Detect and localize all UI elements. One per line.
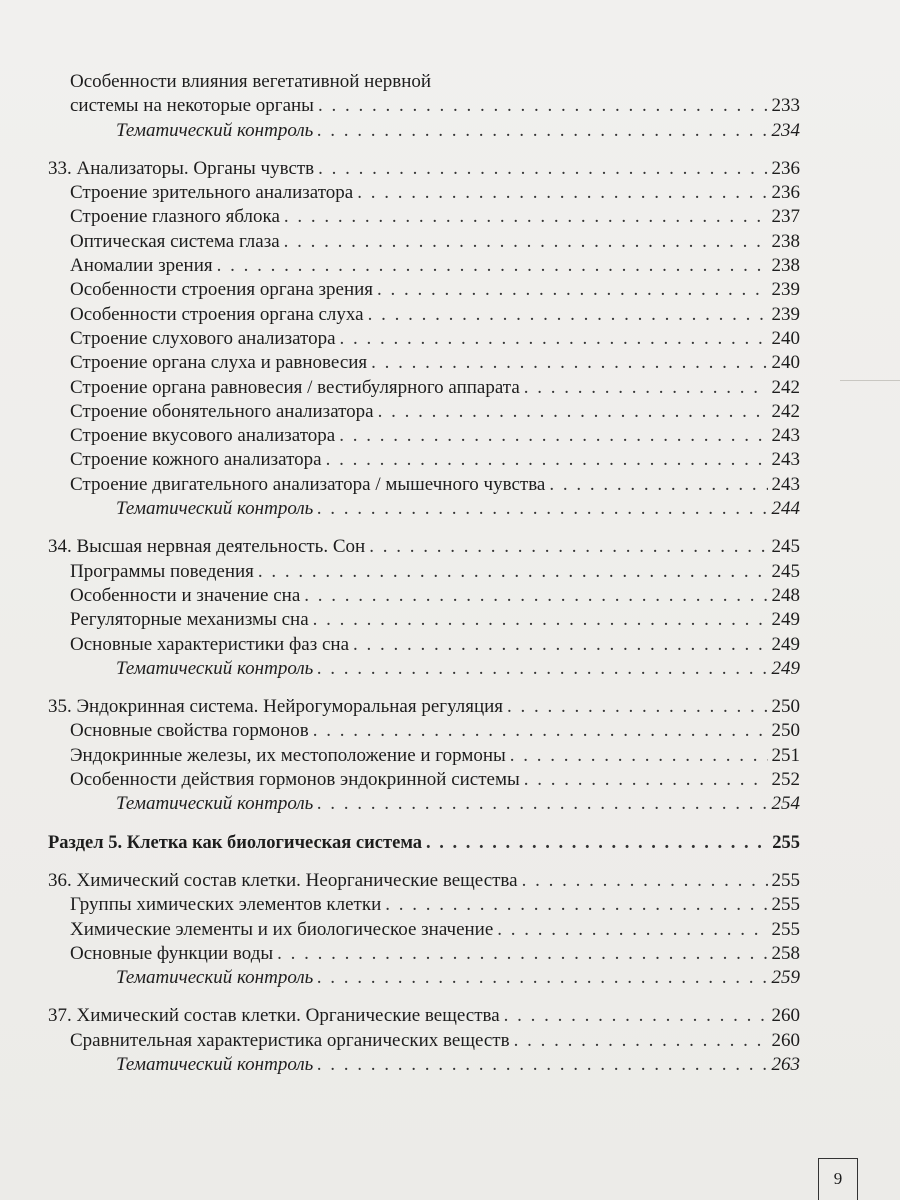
toc-entry-title: Тематический контроль <box>116 498 314 520</box>
toc-entry-page-number: 252 <box>771 769 800 791</box>
toc-entry-page-number: 234 <box>771 119 800 141</box>
toc-group-35 <box>48 695 800 816</box>
toc-entry-page-number: 258 <box>771 942 800 964</box>
toc-entry-title: Особенности действия гормонов эндокринной системы <box>70 769 520 791</box>
toc-entry-title: 35. Эндокринная система. Нейрогуморальная регуляция <box>48 696 504 718</box>
toc-entry-page-number: 243 <box>771 473 800 495</box>
leader-dots <box>326 448 768 472</box>
toc-entry-page-number: 236 <box>771 182 800 204</box>
leader-dots <box>524 768 768 792</box>
toc-entry[interactable] <box>48 768 800 792</box>
toc-entry[interactable] <box>48 181 800 205</box>
leader-dots <box>318 94 768 118</box>
toc-entry[interactable] <box>48 633 800 657</box>
toc-entry-title: Строение глазного яблока <box>70 206 280 228</box>
spacer <box>48 855 800 869</box>
leader-dots <box>371 351 767 375</box>
toc-group-a <box>48 94 800 143</box>
leader-dots <box>317 1053 767 1077</box>
toc-intro-line: Особенности влияния вегетативной нервной <box>70 71 432 92</box>
toc-entry-title: Регуляторные механизмы сна <box>70 609 309 631</box>
toc-entry-title: 36. Химический состав клетки. Неорганические вещества <box>48 869 518 891</box>
toc-entry-title: Тематический контроль <box>116 967 314 989</box>
toc-entry-title: Тематический контроль <box>116 657 314 679</box>
page-edge-mark <box>840 380 900 381</box>
toc-entry-title: Тематический контроль <box>116 119 314 141</box>
spacer <box>48 143 800 157</box>
toc-entry-page-number: 248 <box>771 584 800 606</box>
section-title: Раздел 5. Клетка как биологическая система <box>48 832 423 853</box>
toc-entry[interactable] <box>48 918 800 942</box>
leader-dots <box>385 893 767 917</box>
toc-entry-page-number: 242 <box>771 400 800 422</box>
leader-dots <box>357 181 767 205</box>
toc-entry-title: Особенности и значение сна <box>70 584 301 606</box>
toc-entry-page-number: 238 <box>771 255 800 277</box>
toc-entry-page-number: 243 <box>771 425 800 447</box>
leader-dots <box>317 119 767 143</box>
toc-entry[interactable] <box>48 657 800 681</box>
leader-dots <box>277 942 767 966</box>
leader-dots <box>369 535 767 559</box>
toc-entry-title: Основные функции воды <box>70 942 274 964</box>
page-number: 9 <box>833 1169 843 1188</box>
toc-entry-page-number: 260 <box>771 1005 800 1027</box>
toc-entry-page-number: 240 <box>771 327 800 349</box>
toc-entry[interactable] <box>48 448 800 472</box>
toc-entry-title: системы на некоторые органы <box>70 95 314 117</box>
toc-entry[interactable] <box>48 278 800 302</box>
toc-entry[interactable] <box>48 695 800 719</box>
toc-entry[interactable] <box>48 303 800 327</box>
toc-entry[interactable] <box>48 869 800 893</box>
toc-group-34 <box>48 535 800 681</box>
toc-entry[interactable] <box>48 608 800 632</box>
toc-entry-page-number: 243 <box>771 449 800 471</box>
leader-dots <box>258 560 768 584</box>
toc-entry-page-number: 260 <box>771 1029 800 1051</box>
toc-entry-page-number: 236 <box>771 157 800 179</box>
toc-entry-page-number: 238 <box>771 230 800 252</box>
toc-entry-page-number: 233 <box>771 95 800 117</box>
toc-entry-title: 34. Высшая нервная деятельность. Сон <box>48 536 366 558</box>
leader-dots <box>284 230 768 254</box>
leader-dots <box>426 831 768 855</box>
toc-entry-title: Строение кожного анализатора <box>70 449 322 471</box>
toc-entry[interactable] <box>48 157 800 181</box>
toc-entry-title: Оптическая система глаза <box>70 230 280 252</box>
toc-entry-page-number: 251 <box>771 744 800 766</box>
toc-entry-page-number: 242 <box>771 376 800 398</box>
leader-dots <box>510 744 768 768</box>
toc-entry-title: Основные свойства гормонов <box>70 720 309 742</box>
page-number-box <box>818 1158 858 1200</box>
leader-dots <box>317 497 767 521</box>
toc-entry[interactable] <box>48 497 800 521</box>
spacer <box>48 521 800 535</box>
leader-dots <box>313 719 768 743</box>
leader-dots <box>304 584 767 608</box>
toc-entry[interactable] <box>48 473 800 497</box>
toc-entry[interactable] <box>48 719 800 743</box>
toc-entry-page-number: 244 <box>771 498 800 520</box>
toc-entry-page-number: 263 <box>771 1053 800 1075</box>
leader-dots <box>514 1029 768 1053</box>
toc-entry-title: Тематический контроль <box>116 793 314 815</box>
toc-entry-title: Эндокринные железы, их местоположение и гормоны <box>70 744 506 766</box>
toc-entry-title: Особенности строения органа слуха <box>70 303 364 325</box>
toc-entry-page-number: 255 <box>771 918 800 940</box>
toc-entry-title: Сравнительная характеристика органических веществ <box>70 1029 510 1051</box>
leader-dots <box>339 424 767 448</box>
leader-dots <box>313 608 768 632</box>
leader-dots <box>524 376 768 400</box>
toc-entry-page-number: 254 <box>771 793 800 815</box>
toc-entry-title: Особенности строения органа зрения <box>70 279 374 301</box>
toc-entry[interactable] <box>48 119 800 143</box>
leader-dots <box>497 918 767 942</box>
leader-dots <box>318 157 767 181</box>
toc-entry-page-number: 259 <box>771 967 800 989</box>
leader-dots <box>377 278 767 302</box>
toc-entry[interactable] <box>48 351 800 375</box>
toc-entry-title: Группы химических элементов клетки <box>70 894 382 916</box>
toc-entry-page-number: 239 <box>771 279 800 301</box>
toc-entry[interactable] <box>48 1053 800 1077</box>
toc-entry-title: Основные характеристики фаз сна <box>70 633 349 655</box>
toc-entry[interactable] <box>48 1004 800 1028</box>
toc-entry[interactable] <box>48 942 800 966</box>
toc-entry[interactable] <box>48 254 800 278</box>
toc-entry-title: Строение органа равновесия / вестибулярного аппарата <box>70 376 520 398</box>
leader-dots <box>317 657 767 681</box>
toc-entry-title: Программы поведения <box>70 560 254 582</box>
toc-entry[interactable] <box>48 792 800 816</box>
toc-group-33 <box>48 157 800 521</box>
toc-entry-title: Строение двигательного анализатора / мышечного чувства <box>70 473 546 495</box>
leader-dots <box>217 254 768 278</box>
toc-entry-page-number: 250 <box>771 720 800 742</box>
leader-dots <box>340 327 768 351</box>
leader-dots <box>504 1004 768 1028</box>
leader-dots <box>378 400 768 424</box>
toc-entry-page-number: 255 <box>771 894 800 916</box>
toc-entry-page-number: 245 <box>771 560 800 582</box>
toc-entry-page-number: 240 <box>771 352 800 374</box>
leader-dots <box>353 633 768 657</box>
leader-dots <box>317 966 767 990</box>
toc-entry-page-number: 249 <box>771 609 800 631</box>
toc-entry-title: 33. Анализаторы. Органы чувств <box>48 157 315 179</box>
toc-entry[interactable] <box>48 584 800 608</box>
toc-entry[interactable] <box>48 94 800 118</box>
toc-group-36 <box>48 869 800 990</box>
toc-entry[interactable] <box>48 893 800 917</box>
toc-entry-page-number: 249 <box>771 657 800 679</box>
spacer <box>48 990 800 1004</box>
toc-entry-page-number: 255 <box>771 869 800 891</box>
toc-entry-page-number: 245 <box>771 536 800 558</box>
toc-entry[interactable] <box>48 535 800 559</box>
toc-entry-title: Аномалии зрения <box>70 255 213 277</box>
leader-dots <box>549 473 767 497</box>
toc-entry[interactable] <box>48 560 800 584</box>
leader-dots <box>284 205 768 229</box>
toc-entry[interactable] <box>48 744 800 768</box>
section-page-number: 255 <box>772 832 800 853</box>
toc-entry-page-number: 239 <box>771 303 800 325</box>
toc-entry[interactable] <box>48 966 800 990</box>
toc-entry[interactable] <box>48 376 800 400</box>
toc-entry-title: Строение слухового анализатора <box>70 327 336 349</box>
leader-dots <box>368 303 768 327</box>
leader-dots <box>507 695 767 719</box>
toc-entry-title: Строение вкусового анализатора <box>70 425 336 447</box>
toc-section-heading[interactable] <box>48 831 800 855</box>
toc-entry[interactable] <box>48 327 800 351</box>
leader-dots <box>522 869 768 893</box>
toc-entry-title: Строение обонятельного анализатора <box>70 400 374 422</box>
toc-group-37 <box>48 1004 800 1077</box>
toc-entry[interactable] <box>48 400 800 424</box>
table-of-contents <box>48 70 800 1077</box>
toc-entry-title: Химические элементы и их биологическое значение <box>70 918 494 940</box>
toc-entry-title: Строение зрительного анализатора <box>70 182 354 204</box>
toc-entry-title: Тематический контроль <box>116 1053 314 1075</box>
leader-dots <box>317 792 767 816</box>
toc-entry-page-number: 249 <box>771 633 800 655</box>
spacer <box>48 817 800 831</box>
toc-entry[interactable] <box>48 1029 800 1053</box>
toc-entry[interactable] <box>48 205 800 229</box>
toc-entry-title: 37. Химический состав клетки. Органические вещества <box>48 1005 500 1027</box>
spacer <box>48 681 800 695</box>
toc-entry[interactable] <box>48 230 800 254</box>
toc-entry-page-number: 237 <box>771 206 800 228</box>
toc-entry-title: Строение органа слуха и равновесия <box>70 352 368 374</box>
toc-entry-page-number: 250 <box>771 696 800 718</box>
toc-entry[interactable] <box>48 424 800 448</box>
